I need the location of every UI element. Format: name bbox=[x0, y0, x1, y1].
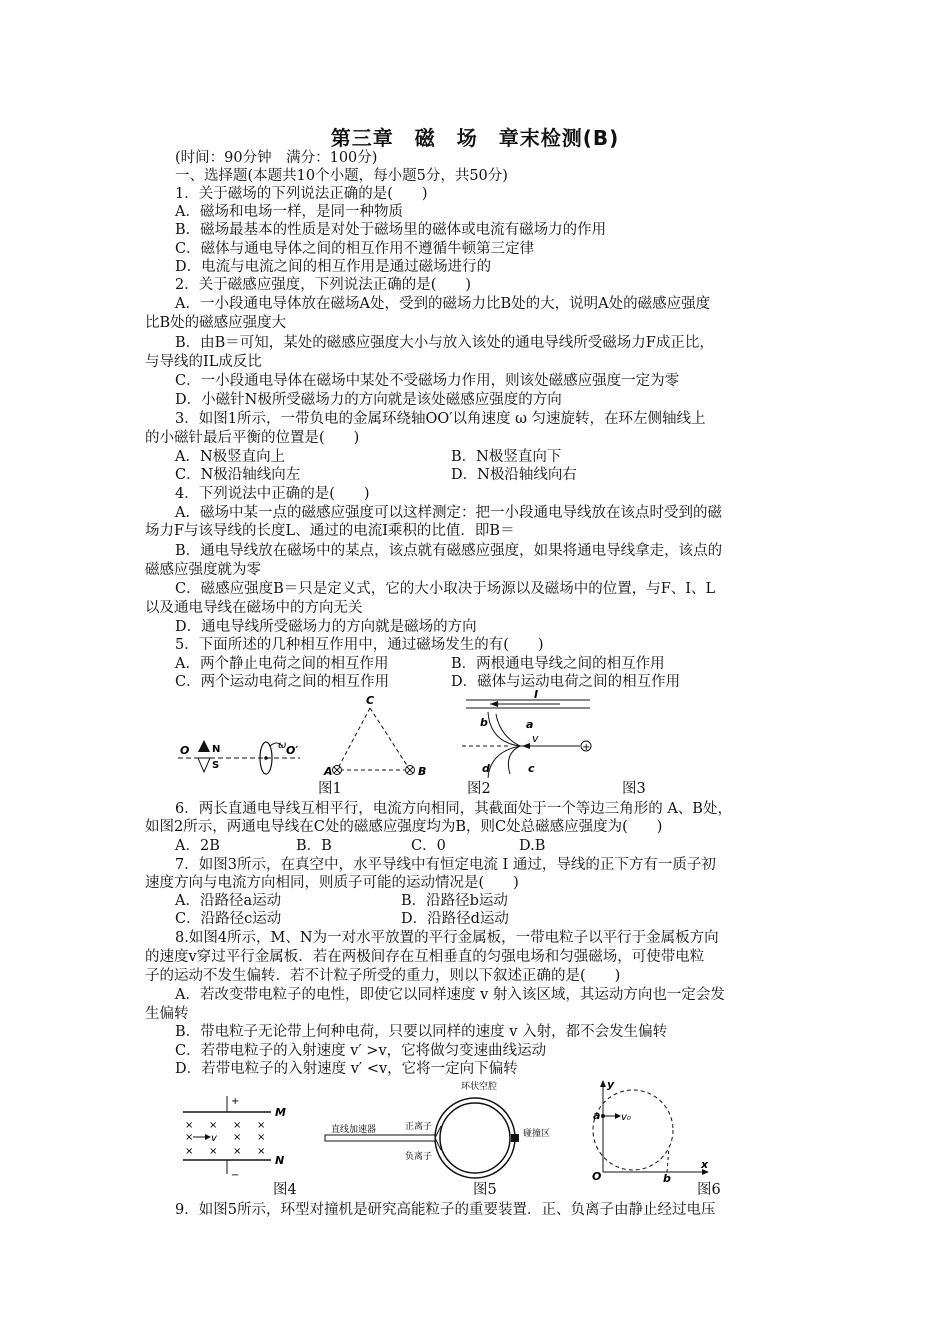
figure-row-1 bbox=[170, 690, 610, 786]
svg-text:×: × bbox=[233, 1146, 242, 1157]
svg-text:×: × bbox=[233, 1132, 242, 1143]
q2-option-d: D．小磁针N极所受磁场力的方向就是该处磁感应强度的方向 bbox=[175, 392, 562, 408]
q5-option-c: C．两个运动电荷之间的相互作用 bbox=[175, 674, 390, 690]
label-i: I bbox=[534, 690, 539, 701]
q1-option-c: C．磁体与通电导体之间的相互作用不遵循牛顿第三定律 bbox=[175, 241, 535, 257]
q1-option-a: A．磁场和电场一样，是同一种物质 bbox=[175, 204, 403, 220]
q8-option-a: A．若改变带电粒子的电性，即使它以同样速度 v 射入该区域，其运动方向也一定会发 bbox=[175, 987, 725, 1003]
caption-fig1: 图1 bbox=[318, 781, 342, 797]
label-a: a bbox=[593, 1109, 601, 1122]
caption-fig6: 图6 bbox=[697, 1182, 721, 1198]
q3-stem: 3．如图1所示，一带负电的金属环绕轴OO′以角速度 ω 匀速旋转，在环左侧轴线上 bbox=[175, 411, 706, 427]
q3-option-d: D．N极沿轴线向右 bbox=[451, 467, 577, 483]
svg-text:×: × bbox=[257, 1146, 266, 1157]
label-path-c: c bbox=[528, 762, 535, 775]
q3-stem-cont: 的小磁针最后平衡的位置是( ) bbox=[145, 430, 360, 446]
figure-1-magnet-ring bbox=[178, 740, 300, 774]
caption-fig3: 图3 bbox=[622, 781, 646, 797]
label-accelerator: 直线加速器 bbox=[331, 1125, 377, 1135]
q6-option-b: B．B bbox=[296, 838, 332, 854]
label-positive-ion: 正离子 bbox=[405, 1122, 433, 1132]
label-collision-zone: 碰撞区 bbox=[523, 1129, 551, 1139]
label-minus: − bbox=[231, 1170, 240, 1181]
q3-option-b: B．N极竖直向下 bbox=[451, 449, 562, 465]
svg-text:×: × bbox=[209, 1146, 218, 1157]
q6-option-a: A．2B bbox=[175, 838, 220, 854]
q8-stem: 8.如图4所示，M、N为一对水平放置的平行金属板，一带电粒子以平行于金属板方向 bbox=[175, 930, 719, 946]
q6-option-d: D.B bbox=[519, 838, 546, 854]
section-heading: 一、选择题(本题共10个小题，每小题5分，共50分) bbox=[175, 168, 508, 184]
caption-fig4: 图4 bbox=[273, 1182, 297, 1198]
q7-option-c: C．沿路径c运动 bbox=[175, 911, 282, 927]
figure-row-2 bbox=[175, 1078, 715, 1182]
label-b: b bbox=[663, 1172, 671, 1182]
label-omega: ω bbox=[278, 740, 287, 751]
label-negative-ion: 负离子 bbox=[405, 1152, 433, 1162]
q7-option-b: B．沿路径b运动 bbox=[401, 893, 508, 909]
figure-4-plates bbox=[183, 1096, 286, 1181]
caption-fig5: 图5 bbox=[473, 1182, 497, 1198]
svg-text:×: × bbox=[209, 1120, 218, 1131]
q5-stem: 5．下面所述的几种相互作用中，通过磁场发生的有( ) bbox=[175, 637, 544, 653]
label-o: O bbox=[180, 744, 190, 757]
q2-option-b-cont: 与导线的IL成反比 bbox=[145, 354, 262, 370]
q4-option-b-cont: 磁感应强度就为零 bbox=[145, 562, 261, 578]
figure-5-collider bbox=[325, 1080, 550, 1178]
q7-option-d: D．沿路径d运动 bbox=[401, 911, 509, 927]
q1-stem: 1．关于磁场的下列说法正确的是( ) bbox=[175, 186, 428, 202]
label-s: S bbox=[212, 760, 220, 771]
label-x: x bbox=[701, 1158, 709, 1171]
svg-text:×: × bbox=[185, 1120, 194, 1131]
q3-option-a: A．N极竖直向上 bbox=[175, 449, 286, 465]
page-title: 第三章 磁 场 章末检测(B) bbox=[330, 126, 620, 150]
label-v: v bbox=[211, 1133, 217, 1144]
q2-option-c: C．一小段通电导体在磁场中某处不受磁场力作用，则该处磁感应强度一定为零 bbox=[175, 373, 680, 389]
label-path-b: b bbox=[480, 716, 488, 729]
label-n: N bbox=[212, 744, 221, 755]
q2-option-a-cont: 比B处的磁感应强度大 bbox=[145, 315, 287, 331]
proton-plus: + bbox=[582, 742, 591, 753]
q3-option-c: C．N极沿轴线向左 bbox=[175, 467, 301, 483]
caption-fig2: 图2 bbox=[467, 781, 491, 797]
q1-option-b: B．磁场最基本的性质是对处于磁场里的磁体或电流有磁场力的作用 bbox=[175, 222, 607, 238]
label-v: v bbox=[532, 732, 539, 745]
q4-option-b: B．通电导线放在磁场中的某点，该点就有磁感应强度，如果将通电导线拿走，该点的 bbox=[175, 543, 723, 559]
label-plus: + bbox=[231, 1096, 240, 1107]
q8-option-c: C．若带电粒子的入射速度 v′ >v，它将做匀变速曲线运动 bbox=[175, 1043, 547, 1059]
q2-option-b: B．由B＝可知，某处的磁感应强度大小与放入该处的通电导线所受磁场力F成正比， bbox=[175, 335, 714, 351]
q2-option-a: A．一小段通电导体放在磁场A处，受到的磁场力比B处的大，说明A处的磁感应强度 bbox=[175, 296, 711, 312]
label-ring-cavity: 环状空腔 bbox=[461, 1082, 498, 1092]
q8-stem-cont1: 的速度v穿过平行金属板．若在两极间存在互相垂直的匀强电场和匀强磁场，可使带电粒 bbox=[145, 949, 705, 965]
q7-option-a: A．沿路径a运动 bbox=[175, 893, 282, 909]
q4-option-c-cont: 以及通电导线在磁场中的方向无关 bbox=[145, 600, 363, 616]
q1-option-d: D．电流与电流之间的相互作用是通过磁场进行的 bbox=[175, 259, 492, 275]
q7-stem-cont: 速度方向与电流方向相同，则质子可能的运动情况是( ) bbox=[145, 875, 519, 891]
label-n: N bbox=[275, 1154, 285, 1167]
label-path-a: a bbox=[526, 718, 534, 731]
label-y: y bbox=[607, 1078, 615, 1091]
label-b: B bbox=[418, 765, 427, 778]
figure-2-triangle bbox=[323, 694, 426, 778]
q5-option-d: D．磁体与运动电荷之间的相互作用 bbox=[451, 674, 681, 690]
q8-option-b: B．带电粒子无论带上何种电荷，只要以同样的速度 v 入射，都不会发生偏转 bbox=[175, 1024, 668, 1040]
q8-option-d: D．若带电粒子的入射速度 v′ <v，它将一定向下偏转 bbox=[175, 1061, 518, 1077]
q4-option-a: A．磁场中某一点的磁感应强度可以这样测定：把一小段通电导线放在该点时受到的磁 bbox=[175, 505, 722, 521]
q6-stem-cont: 如图2所示，两通电导线在C处的磁感应强度均为B，则C处总磁感应强度为( ) bbox=[145, 819, 663, 835]
label-origin: O bbox=[592, 1170, 602, 1182]
q8-option-a-cont: 生偏转 bbox=[145, 1006, 189, 1022]
q5-option-a: A．两个静止电荷之间的相互作用 bbox=[175, 656, 389, 672]
figure-3-wire-paths bbox=[462, 690, 591, 778]
q4-option-d: D．通电导线所受磁场力的方向就是磁场的方向 bbox=[175, 619, 477, 635]
q4-option-c: C．磁感应强度B＝只是定义式，它的大小取决于场源以及磁场中的位置，与F、I、L bbox=[175, 581, 716, 597]
svg-text:×: × bbox=[233, 1120, 242, 1131]
exam-header: (时间：90分钟 满分：100分) bbox=[175, 150, 378, 166]
q6-stem: 6．两长直通电导线互相平行，电流方向相同，其截面处于一个等边三角形的 A、B处， bbox=[175, 801, 732, 817]
label-a: A bbox=[324, 765, 333, 778]
label-c: C bbox=[366, 694, 375, 707]
q8-stem-cont2: 子的运动不发生偏转．若不计粒子所受的重力，则以下叙述正确的是( ) bbox=[145, 968, 621, 984]
label-v0: v₀ bbox=[621, 1112, 631, 1123]
q5-option-b: B．两根通电导线之间的相互作用 bbox=[451, 656, 665, 672]
figure-6-circle-axes bbox=[592, 1078, 709, 1182]
svg-text:×: × bbox=[257, 1132, 266, 1143]
q7-stem: 7．如图3所示，在真空中，水平导线中有恒定电流 I 通过，导线的正下方有一质子初 bbox=[175, 857, 716, 873]
q2-stem: 2．关于磁感应强度，下列说法正确的是( ) bbox=[175, 277, 472, 293]
svg-text:×: × bbox=[185, 1132, 194, 1143]
q6-option-c: C．0 bbox=[411, 838, 446, 854]
q4-stem: 4．下列说法中正确的是( ) bbox=[175, 486, 370, 502]
label-o-prime: O′ bbox=[286, 744, 299, 757]
q9-stem: 9．如图5所示，环型对撞机是研究高能粒子的重要装置．正、负离子由静止经过电压 bbox=[175, 1202, 716, 1218]
svg-text:×: × bbox=[185, 1146, 194, 1157]
label-path-d: d bbox=[482, 762, 490, 775]
label-m: M bbox=[275, 1106, 286, 1119]
q4-option-a-cont: 场力F与该导线的长度L、通过的电流I乘积的比值．即B＝ bbox=[145, 523, 515, 539]
svg-text:×: × bbox=[257, 1120, 266, 1131]
